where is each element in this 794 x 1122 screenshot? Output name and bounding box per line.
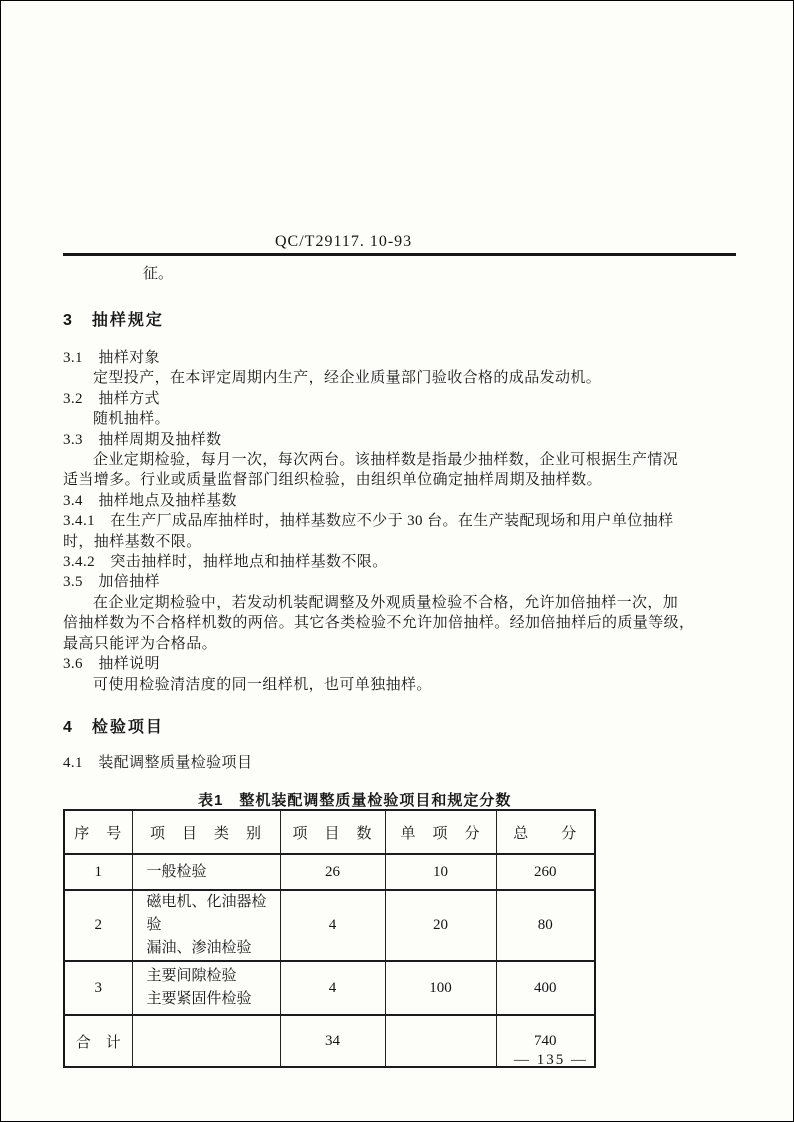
body-line: 时，抽样基数不限。 [63,533,202,550]
col-header-item-count: 项 目 数 [280,810,385,854]
col-header-total-score: 总 分 [496,810,595,854]
col-header-seq: 序 号 [64,810,132,854]
table-header-row [64,810,595,854]
cell-seq: 3 [64,961,132,1015]
orphan-line: 征。 [143,266,174,282]
cell-unit-score: 10 [385,854,496,890]
category-line: 一般检验 [146,863,207,880]
category-line: 漏油、渗油检验 [146,940,252,956]
cell-seq: 2 [64,890,132,961]
body-line: 3.4.1 在生产厂成品库抽样时，抽样基数应不少于 30 台。在生产装配现场和用户单位抽样 [63,513,674,530]
body-line: 在企业定期检验中，若发动机装配调整及外观质量检验不合格，允许加倍抽样一次，加 [93,594,679,611]
body-line: 随机抽样。 [93,411,171,428]
cell-total-score-total: 740 [496,1015,595,1067]
cell-item-count-total: 34 [280,1015,385,1067]
body-line: 3.5 加倍抽样 [63,574,160,591]
cell-category [132,961,280,1015]
body-line: 企业定期检验，每月一次，每次两台。该抽样数是指最少抽样数，企业可根据生产情况 [93,452,679,469]
table-row [64,890,595,961]
cell-total-label: 合 计 [64,1015,132,1067]
cell-empty [385,1015,496,1067]
section3-heading: 3 抽样规定 [63,312,164,329]
section4-heading: 4 检验项目 [63,719,164,736]
cell-category [132,890,280,961]
col-header-category: 项 目 类 别 [132,810,280,854]
running-head: QC/T29117. 10-93 [275,233,413,250]
body-line: 倍抽样数为不合格样机数的两倍。其它各类检验不允许加倍抽样。经加倍抽样后的质量等级， [63,615,695,632]
cell-item-count: 26 [280,854,385,890]
section4-subheading: 4.1 装配调整质量检验项目 [63,755,253,771]
cell-empty [132,1015,280,1067]
table1-caption: 表1 整机装配调整质量检验项目和规定分数 [198,792,512,809]
body-line: 3.4.2 突击抽样时，抽样地点和抽样基数不限。 [63,554,388,571]
cell-total-score: 80 [496,890,595,961]
table-row [64,961,595,1015]
cell-item-count: 4 [280,961,385,1015]
cell-unit-score: 100 [385,961,496,1015]
page-number: — 135 — [514,1052,588,1068]
category-line: 磁电机、化油器检验 [146,894,267,933]
cell-item-count: 4 [280,890,385,961]
body-line: 3.3 抽样周期及抽样数 [63,431,222,448]
body-line: 3.4 抽样地点及抽样基数 [63,492,237,509]
category-line: 主要紧固件检验 [146,991,252,1007]
cell-category [132,854,280,890]
cell-unit-score: 20 [385,890,496,961]
header-rule [63,253,736,256]
table-row [64,854,595,890]
body-line: 3.6 抽样说明 [63,656,160,673]
category-line: 主要间隙检验 [146,968,237,984]
table1 [63,809,596,1068]
body-line: 可使用检验清洁度的同一组样机，也可单独抽样。 [93,676,432,693]
cell-total-score: 400 [496,961,595,1015]
cell-total-score: 260 [496,854,595,890]
col-header-unit-score: 单 项 分 [385,810,496,854]
body-line: 3.1 抽样对象 [63,350,160,366]
cell-seq: 1 [64,854,132,890]
section3-body [63,348,741,695]
body-line: 3.2 抽样方式 [63,390,160,407]
body-line: 最高只能评为合格品。 [63,635,218,652]
body-line: 适当增多。行业或质量监督部门组织检验，由组织单位确定抽样周期及抽样数。 [63,472,603,489]
body-line: 定型投产，在本评定周期内生产，经企业质量部门验收合格的成品发动机。 [93,370,602,387]
